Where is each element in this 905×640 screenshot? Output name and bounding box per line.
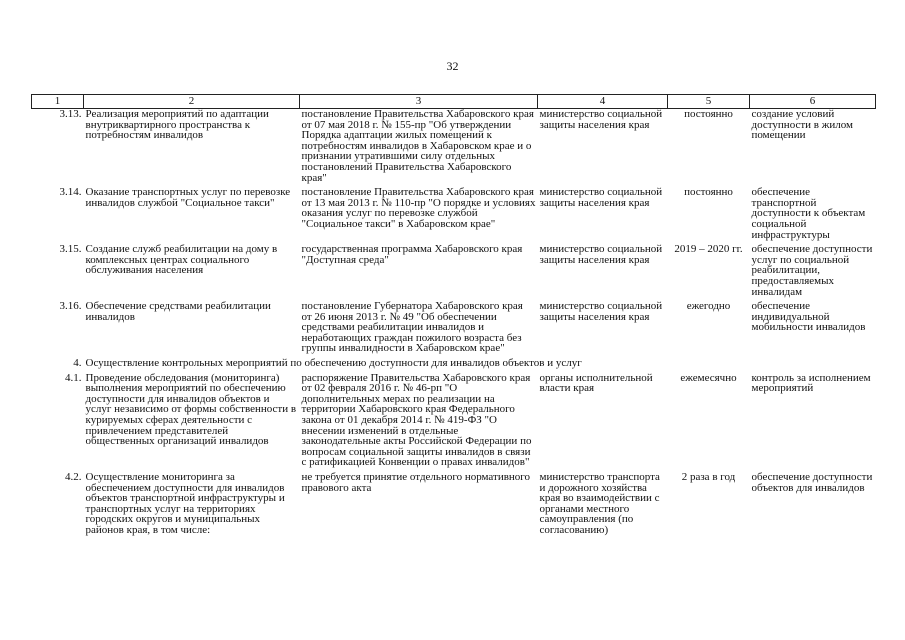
section-title: Осуществление контрольных мероприятий по обеспечению доступности для инвалидов объектов и услуг xyxy=(85,357,582,370)
legal-basis: государственная программа Хабаровского края "Доступная среда" xyxy=(301,243,523,266)
measure-name: Создание служб реабилитации на дому в комплексных центрах социального обслуживания населения xyxy=(85,243,278,277)
table-row xyxy=(32,373,876,472)
table-row xyxy=(32,187,876,244)
legal-basis: распоряжение Правительства Хабаровского края от 02 февраля 2016 г. № 46-рп "О дополнительных мерах по реализации на территории Хабаровского края Федерального закона от 01 декабря 2014 г. № 419-ФЗ "О внесении изменений в отдельные законодательные акты Российской Федерации по вопросам социальной защиты инвалидов в связи с ратификацией Конвенции о правах инвалидов" xyxy=(301,371,532,469)
measure-name: Осуществление мониторинга за обеспечением доступности для инвалидов объектов транспортной инфраструктуры и транспортных услуг на территориях городских округов и муниципальных районов края, в том числе: xyxy=(85,471,285,536)
period: постоянно xyxy=(684,186,733,199)
period: 2019 – 2020 гг. xyxy=(674,243,743,256)
row-number: 4.1. xyxy=(65,371,82,384)
legal-basis: постановление Правительства Хабаровского края от 07 мая 2018 г. № 155-пр "Об утверждении Порядка адаптации жилых помещений к потребностям инвалидов в Хабаровском крае и о признании утратившими силу отдельных постановлений Правительства Хабаровского края" xyxy=(301,108,534,184)
column-header: 3 xyxy=(300,95,538,109)
expected-result: обеспечение транспортной доступности к объектам социальной инфраструктуры xyxy=(751,186,866,241)
period: ежемесячно xyxy=(680,371,737,384)
legal-basis: постановление Правительства Хабаровского края от 13 мая 2013 г. № 110-пр "О порядке и условиях оказания услуг по перевозке службой "Социальное такси" в Хабаровском крае" xyxy=(301,186,536,230)
row-number: 3.13. xyxy=(59,108,82,120)
column-header: 1 xyxy=(32,95,84,109)
section-number: 4. xyxy=(73,357,82,370)
period: ежегодно xyxy=(686,300,731,313)
executor: министерство социальной защиты населения края xyxy=(539,186,663,209)
header-row xyxy=(32,95,876,109)
table-row xyxy=(32,109,876,188)
measure-name: Реализация мероприятий по адаптации внутриквартирного пространства к потребностям инвалидов xyxy=(85,108,269,142)
executor: органы исполнительной власти края xyxy=(539,371,653,395)
expected-result: обеспечение индивидуальной мобильности инвалидов xyxy=(751,300,866,334)
executor: министерство транспорта и дорожного хозяйства края во взаимодействии с органами местного самоуправления (по согласованию) xyxy=(539,471,660,536)
expected-result: создание условий доступности в жилом помещении xyxy=(751,108,853,142)
row-number: 3.15. xyxy=(59,243,82,256)
measure-name: Обеспечение средствами реабилитации инвалидов xyxy=(85,300,271,323)
expected-result: обеспечение доступности услуг по социальной реабилитации, предоставляемых инвалидам xyxy=(751,243,873,298)
expected-result: обеспечение доступности объектов для инвалидов xyxy=(751,471,873,494)
executor: министерство социальной защиты населения края xyxy=(539,300,663,323)
table-row xyxy=(32,472,876,540)
measure-name: Проведение обследования (мониторинга) выполнения мероприятий по обеспечению доступности для инвалидов объектов и услуг независимо от формы собственности в курируемых сферах деятельности с привлечением представителей общественных организаций инвалидов xyxy=(85,371,297,448)
column-header: 5 xyxy=(668,95,750,109)
column-header: 6 xyxy=(750,95,876,109)
executor: министерство социальной защиты населения края xyxy=(539,108,663,131)
expected-result: контроль за исполнением мероприятий xyxy=(751,371,871,395)
legal-basis: не требуется принятие отдельного нормативного правового акта xyxy=(301,471,531,494)
measure-name: Оказание транспортных услуг по перевозке инвалидов службой "Социальное такси" xyxy=(85,186,291,209)
table-row xyxy=(32,244,876,301)
executor: министерство социальной защиты населения края xyxy=(539,243,663,266)
legal-basis: постановление Губернатора Хабаровского края от 26 июня 2013 г. № 49 "Об обеспечении средствами реабилитации инвалидов и неработающих граждан пожилого возраста без группы инвалидности в Хабаровском крае" xyxy=(301,300,523,355)
measures-table xyxy=(31,94,876,540)
period: постоянно xyxy=(684,108,733,120)
period: 2 раза в год xyxy=(681,471,736,483)
table-row xyxy=(32,301,876,358)
row-number: 3.16. xyxy=(59,300,82,313)
column-header: 4 xyxy=(538,95,668,109)
row-number: 4.2. xyxy=(65,471,82,483)
row-number: 3.14. xyxy=(59,186,82,199)
page-number: 32 xyxy=(446,59,459,73)
section-row xyxy=(32,358,876,373)
column-header: 2 xyxy=(84,95,300,109)
